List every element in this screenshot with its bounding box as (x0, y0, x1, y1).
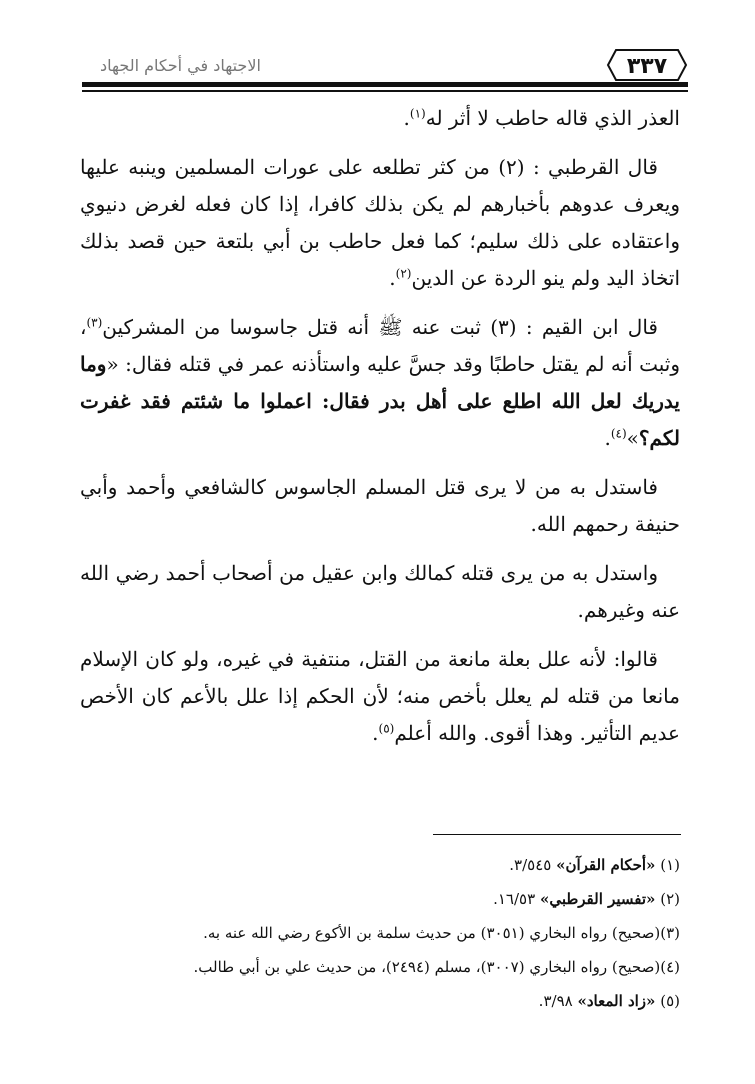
page-number-box (606, 48, 688, 82)
footnotes (80, 848, 680, 1018)
footnote-item: (٤)(صحيح) رواه البخاري (٣٠٠٧)، مسلم (٢٤٩٤)، من حديث علي بن أبي طالب. (193, 958, 680, 976)
paragraph-6: قالوا: لأنه علل بعلة مانعة من القتل، منتفية في غيره، ولو كان الإسلام مانعا من قتله لم يعلل بأخص منه؛ لأن الحكم إذا علل بالأعم كان الأخص عديم التأثير. وهذا أقوى. والله أعلم$^{(٥)}$. (80, 647, 680, 745)
footnote-item: (٣)(صحيح) رواه البخاري (٣٠٥١) من حديث سلمة بن الأكوع رضي الله عنه به. (203, 924, 680, 942)
header-rule-thin (82, 90, 688, 92)
paragraph-text: واستدل به من يرى قتله كمالك وابن عقيل من أصحاب أحمد رضي الله عنه وغيرهم. (80, 561, 680, 622)
paragraph-5 (80, 555, 680, 629)
footnote-ref: (٥) (378, 721, 395, 736)
running-title: الاجتهاد في أحكام الجهاد (100, 56, 261, 75)
page-number: ٣٣٧ (626, 54, 668, 79)
paragraph-text: قالوا: لأنه علل بعلة مانعة من القتل، منتفية في غيره، ولو كان الإسلام مانعا من قتله لم يعلل بأخص منه؛ لأن الحكم إذا علل بالأعم كان الأخص عديم التأثير. وهذا أقوى. والله أعلم (80, 647, 680, 745)
footnote-ref: (٤) (610, 426, 627, 441)
footnote-separator (433, 834, 681, 835)
footnote-ref: (١) (409, 106, 426, 121)
paragraph-3: قال ابن القيم : (٣) ثبت عنه ﷺ أنه قتل جاسوسا من المشركين$^{(٣)}$، وثبت أنه لم يقتل حاطبًا وقد جسَّ عليه واستأذنه عمر في قتله فقال: «وما يدريك لعل الله اطلع على أهل بدر فقال: اعملوا ما شئتم فقد غفرت لكم؟»$^{(٤)}$. (80, 315, 680, 450)
paragraph-2: قال القرطبي : (٢) من كثر تطلعه على عورات المسلمين وينبه عليها ويعرف عدوهم بأخبارهم لم يكن بذلك كافرا، إذا كان فعله لغرض دنيوي واعتقاده على ذلك سليم؛ كما فعل حاطب بن أبي بلتعة حين قصد بذلك اتخاذ اليد ولم ينو الردة عن الدين$^{(٢)}$. (80, 155, 680, 290)
main-text (80, 100, 680, 764)
footnote-item: (٥) «زاد المعاد» ٣/٩٨. (538, 992, 680, 1010)
paragraph-text: فاستدل به من لا يرى قتل المسلم الجاسوس كالشافعي وأحمد وأبي حنيفة رحمهم الله. (80, 475, 680, 536)
footnote-item: (١) «أحكام القرآن» ٣/٥٤٥. (509, 856, 680, 874)
paragraph-text: العذر الذي قاله حاطب لا أثر له (425, 106, 680, 130)
paragraph-4 (80, 469, 680, 543)
hadith-quote: وما يدريك لعل الله اطلع على أهل بدر فقال: اعملوا ما شئتم فقد غفرت لكم؟ (80, 352, 680, 450)
footnote-item: (٢) «تفسير القرطبي» ١٦/٥٣. (493, 890, 680, 908)
footnote-ref: (٢) (395, 266, 412, 281)
footnote-ref: (٣) (86, 315, 103, 330)
paragraph-1: العذر الذي قاله حاطب لا أثر له$^{(١)}$. (403, 106, 680, 130)
paragraph-text: قال القرطبي : (٢) من كثر تطلعه على عورات المسلمين وينبه عليها ويعرف عدوهم بأخبارهم لم يكن بذلك كافرا، إذا كان فعله لغرض دنيوي واعتقاده على ذلك سليم؛ كما فعل حاطب بن أبي بلتعة حين قصد بذلك اتخاذ اليد ولم ينو الردة عن الدين (80, 155, 680, 290)
page-header (70, 44, 690, 104)
header-rule-thick (82, 82, 688, 87)
